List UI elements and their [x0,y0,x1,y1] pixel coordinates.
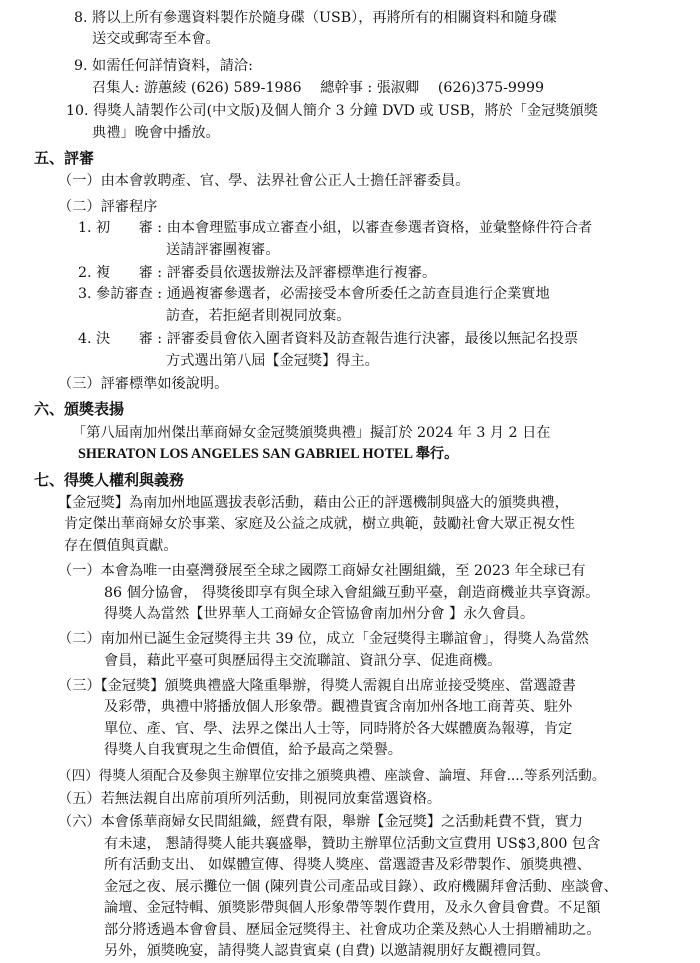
review-step-4-line-1: 4. 決 審 : 評審委員會依入圍者資料及訪查報告進行決審，最後以無記名投票 [78,331,579,348]
item-10-line-2: 典禮」晚會中播放。 [92,124,220,141]
review-step-1-line-1: 1. 初 審 : 由本會理監事成立審查小組，以審查參選者資格，並彙整條件符合者 [78,220,593,237]
item-8-line-2: 送交或郵寄至本會。 [92,31,220,48]
right-6-line-5: 論壇、金冠特輯、頒獎影帶與個人形象帶等製作費用，及永久會員會費。不足額 [104,900,601,917]
right-1-line-1: （一）本會為唯一由臺灣發展至全球之國際工商婦女社團組織，至 2023 年全球已有 [58,563,586,580]
right-4: （四）得獎人須配合及參與主辦單位安排之頒獎典禮、座談會、論壇、拜會....等系列活動。 [58,767,606,784]
item-9-line-1: 9. 如需任何詳情資料，請洽: [74,58,253,75]
right-6-line-4: 金冠之夜、展示攤位一個 (陳列貴公司產品或目錄）、政府機關拜會活動、座談會、 [104,878,618,895]
right-6-line-2: 有未逮， 懇請得獎人能共襄盛舉，贊助主辦單位活動文宣費用 US$3,800 包含 [104,835,601,852]
contact-line: 召集人: 游蕙綾 (626) 589-1986 總幹事 : 張淑卿 (626)375-9999 [92,79,545,96]
right-6-line-6: 部分將透過本會會員、歷屆金冠獎得主、社會成功企業及熱心人士捐贈補助之。 [104,921,601,938]
item-10-line-1: 10. 得獎人請製作公司(中文版)及個人簡介 3 分鐘 DVD 或 USB，將於「金冠獎頒獎 [66,103,598,120]
right-6-line-3: 所有活動支出、 如媒體宣傳、得獎人獎座、當選證書及彩帶製作、頒獎典禮、 [104,857,591,874]
right-3-line-1: （三）【金冠獎】頒獎典禮盛大隆重舉辦，得獎人需親自出席並接受獎座、當選證書 [58,678,576,695]
review-step-3-line-1: 3. 參訪審查 : 通過複審參選者，必需接受本會所委任之訪查員進行企業實地 [78,286,550,303]
section-5-item-2: （二）評審程序 [58,198,158,215]
right-3-line-2: 及彩帶，典禮中將播放個人形象帶。觀禮貴賓含南加州各地工商菁英、駐外 [104,699,573,716]
review-step-2: 2. 複 審 : 評審委員依選拔辦法及評審標準進行複審。 [78,265,437,281]
section-5-item-3: （三）評審標準如後說明。 [58,376,229,393]
right-2-line-1: （二）南加州已誕生金冠獎得主共 39 位，成立「金冠獎得主聯誼會」，得獎人為當然 [58,631,589,648]
right-5: （五）若無法親自出席前項所列活動，則視同放棄當選資格。 [58,791,442,808]
right-2-line-2: 會員，藉此平臺可與歷屆得主交流聯誼、資訊分享、促進商機。 [104,652,502,669]
section-7-intro-line-2: 肯定傑出華商婦女於事業、家庭及公益之成就，樹立典範，鼓勵社會大眾正視女性 [64,516,575,533]
ceremony-venue: SHERATON LOS ANGELES SAN GABRIEL HOTEL 舉行。 [78,446,459,463]
right-1-line-2: 86 個分協會， 得獎後即享有與全球入會組織互動平臺，創造商機並共享資源。 [104,584,600,601]
section-7-heading: 七、得獎人權利與義務 [34,470,185,489]
section-7-intro-line-1: 【金冠獎】為南加州地區選拔表彰活動，藉由公正的評選機制與盛大的頒獎典禮， [58,494,569,511]
review-step-4-line-2: 方式選出第八屆【金冠獎】得主。 [166,352,379,369]
ceremony-line-1: 「第八屆南加州傑出華商婦女金冠獎頒獎典禮」擬訂於 2024 年 3 月 2 日在 [72,424,551,441]
right-6-line-1: （六）本會係華商婦女民間組織，經費有限，舉辦【金冠獎】之活動耗費不貲，實力 [58,814,583,831]
item-8-line-1: 8. 將以上所有參選資料製作於隨身碟（USB），再將所有的相關資料和隨身碟 [74,9,557,26]
section-6-heading: 六、頒獎表揚 [34,400,125,419]
right-3-line-3: 單位、產、官、學、法界之傑出人士等，同時將於各大媒體廣為報導，肯定 [104,720,573,737]
section-7-intro-line-3: 存在價值與貢獻。 [64,537,178,554]
review-step-3-line-2: 訪查，若拒絕者則視同放棄。 [166,307,351,324]
review-step-1-line-2: 送請評審團複審。 [166,241,280,258]
right-6-line-7: 另外，頒獎晚宴，請得獎人認貴賓桌 (自費) 以邀請親朋好友觀禮同賀。 [104,943,550,959]
right-1-line-3: 得獎人為當然【世界華人工商婦女企管協會南加州分會 】永久會員。 [104,605,535,622]
section-5-heading: 五、評審 [34,149,95,168]
section-5-item-1: （一）由本會敦聘產、官、學、法界社會公正人士擔任評審委員。 [58,173,470,190]
right-3-line-4: 得獎人自我實現之生命價值，給予最高之榮譽。 [104,742,402,759]
